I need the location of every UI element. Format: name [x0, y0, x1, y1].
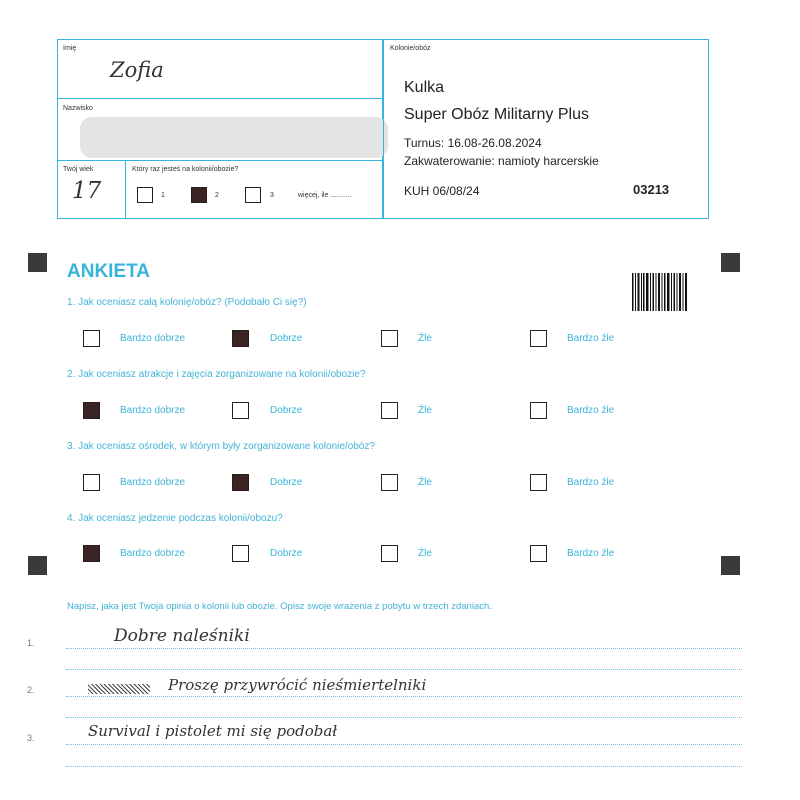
- survey-title: ANKIETA: [67, 261, 151, 282]
- camp-label: Kolonie/obóz: [390, 45, 431, 52]
- q2-option-bardzo-zle-label: Bardzo źle: [567, 405, 615, 416]
- divider: [57, 160, 383, 161]
- camp-program: Super Obóz Militarny Plus: [404, 106, 589, 123]
- q3-option-dobrze-label: Dobrze: [270, 477, 303, 488]
- q3-option-zle-label: Źle: [418, 477, 432, 488]
- q1-option-bardzo-dobrze-checkbox[interactable]: [83, 330, 100, 347]
- q4-option-dobrze-label: Dobrze: [270, 548, 303, 559]
- q2-option-dobrze-checkbox[interactable]: [232, 402, 249, 419]
- times-option-more: więcej, ile ...........: [298, 192, 352, 199]
- writing-line: [66, 766, 742, 767]
- barcode-icon: [632, 273, 688, 311]
- opinion-line-3-number: 3.: [27, 733, 35, 743]
- writing-line: [66, 744, 742, 745]
- registration-marker: [721, 253, 740, 272]
- opinion-line-1-number: 1.: [27, 638, 35, 648]
- opinion-line-3-text[interactable]: Survival i pistolet mi się podobał: [88, 722, 338, 740]
- q2-option-bardzo-zle-checkbox[interactable]: [530, 402, 547, 419]
- registration-marker: [28, 253, 47, 272]
- opinion-line-2-number: 2.: [27, 685, 35, 695]
- writing-line: [66, 717, 742, 718]
- q4-option-bardzo-zle-checkbox[interactable]: [530, 545, 547, 562]
- surname-label: Nazwisko: [63, 105, 93, 112]
- q2-option-zle-label: Źle: [418, 405, 432, 416]
- camp-name: Kulka: [404, 79, 445, 96]
- writing-line: [66, 648, 742, 649]
- q2-option-zle-checkbox[interactable]: [381, 402, 398, 419]
- question-4-text: 4. Jak oceniasz jedzenie podczas kolonii/obozu?: [67, 513, 283, 524]
- question-2-text: 2. Jak oceniasz atrakcje i zajęcia zorganizowane na kolonii/obozie?: [67, 369, 366, 380]
- writing-line: [66, 696, 742, 697]
- opinion-line-1-text[interactable]: Dobre naleśniki: [114, 626, 250, 646]
- q3-option-zle-checkbox[interactable]: [381, 474, 398, 491]
- camp-code: KUH 06/08/24: [404, 184, 480, 198]
- times-checkbox-3[interactable]: [245, 187, 261, 203]
- times-option-1: 1: [161, 192, 165, 199]
- crossed-out-word: [88, 684, 150, 694]
- divider: [125, 160, 126, 219]
- q2-option-bardzo-dobrze-label: Bardzo dobrze: [120, 405, 186, 416]
- q2-option-dobrze-label: Dobrze: [270, 405, 303, 416]
- age-label: Twój wiek: [63, 166, 94, 173]
- q3-option-bardzo-dobrze-checkbox[interactable]: [83, 474, 100, 491]
- q4-option-dobrze-checkbox[interactable]: [232, 545, 249, 562]
- q1-option-zle-label: Źle: [418, 333, 432, 344]
- q4-option-bardzo-dobrze-label: Bardzo dobrze: [120, 548, 186, 559]
- q4-option-bardzo-zle-label: Bardzo źle: [567, 548, 615, 559]
- q4-option-zle-checkbox[interactable]: [381, 545, 398, 562]
- q1-option-bardzo-zle-checkbox[interactable]: [530, 330, 547, 347]
- times-label: Który raz jesteś na kolonii/obozie?: [132, 166, 239, 173]
- name-label: Imię: [63, 45, 77, 52]
- camp-number: 03213: [633, 182, 670, 197]
- registration-marker: [721, 556, 740, 575]
- q3-option-bardzo-dobrze-label: Bardzo dobrze: [120, 477, 186, 488]
- question-3-text: 3. Jak oceniasz ośrodek, w którym były zorganizowane kolonie/obóz?: [67, 441, 375, 452]
- q4-option-zle-label: Źle: [418, 548, 432, 559]
- writing-line: [66, 669, 742, 670]
- name-value[interactable]: Zofia: [110, 58, 164, 82]
- opinion-prompt: Napisz, jaka jest Twoja opinia o kolonii lub obozie. Opisz swoje wrażenia z pobytu w trzech zdaniach.: [67, 601, 492, 612]
- q3-option-bardzo-zle-label: Bardzo źle: [567, 477, 615, 488]
- camp-accommodation: Zakwaterowanie: namioty harcerskie: [404, 154, 599, 168]
- q2-option-bardzo-dobrze-checkbox[interactable]: [83, 402, 100, 419]
- q1-option-dobrze-checkbox[interactable]: [232, 330, 249, 347]
- q1-option-bardzo-dobrze-label: Bardzo dobrze: [120, 333, 186, 344]
- times-option-2: 2: [215, 192, 219, 199]
- q3-option-bardzo-zle-checkbox[interactable]: [530, 474, 547, 491]
- divider: [57, 98, 383, 99]
- registration-marker: [28, 556, 47, 575]
- question-1-text: 1. Jak oceniasz całą kolonię/obóz? (Podobało Ci się?): [67, 297, 307, 308]
- times-option-3: 3: [270, 192, 274, 199]
- q1-option-zle-checkbox[interactable]: [381, 330, 398, 347]
- age-value[interactable]: 17: [72, 178, 102, 204]
- q1-option-bardzo-zle-label: Bardzo źle: [567, 333, 615, 344]
- times-checkbox-2[interactable]: [191, 187, 207, 203]
- times-checkbox-1[interactable]: [137, 187, 153, 203]
- camp-term: Turnus: 16.08-26.08.2024: [404, 136, 542, 150]
- q3-option-dobrze-checkbox[interactable]: [232, 474, 249, 491]
- q1-option-dobrze-label: Dobrze: [270, 333, 303, 344]
- opinion-line-2-text[interactable]: Proszę przywrócić nieśmiertelniki: [168, 676, 427, 694]
- q4-option-bardzo-dobrze-checkbox[interactable]: [83, 545, 100, 562]
- surname-redacted-field[interactable]: [80, 117, 388, 158]
